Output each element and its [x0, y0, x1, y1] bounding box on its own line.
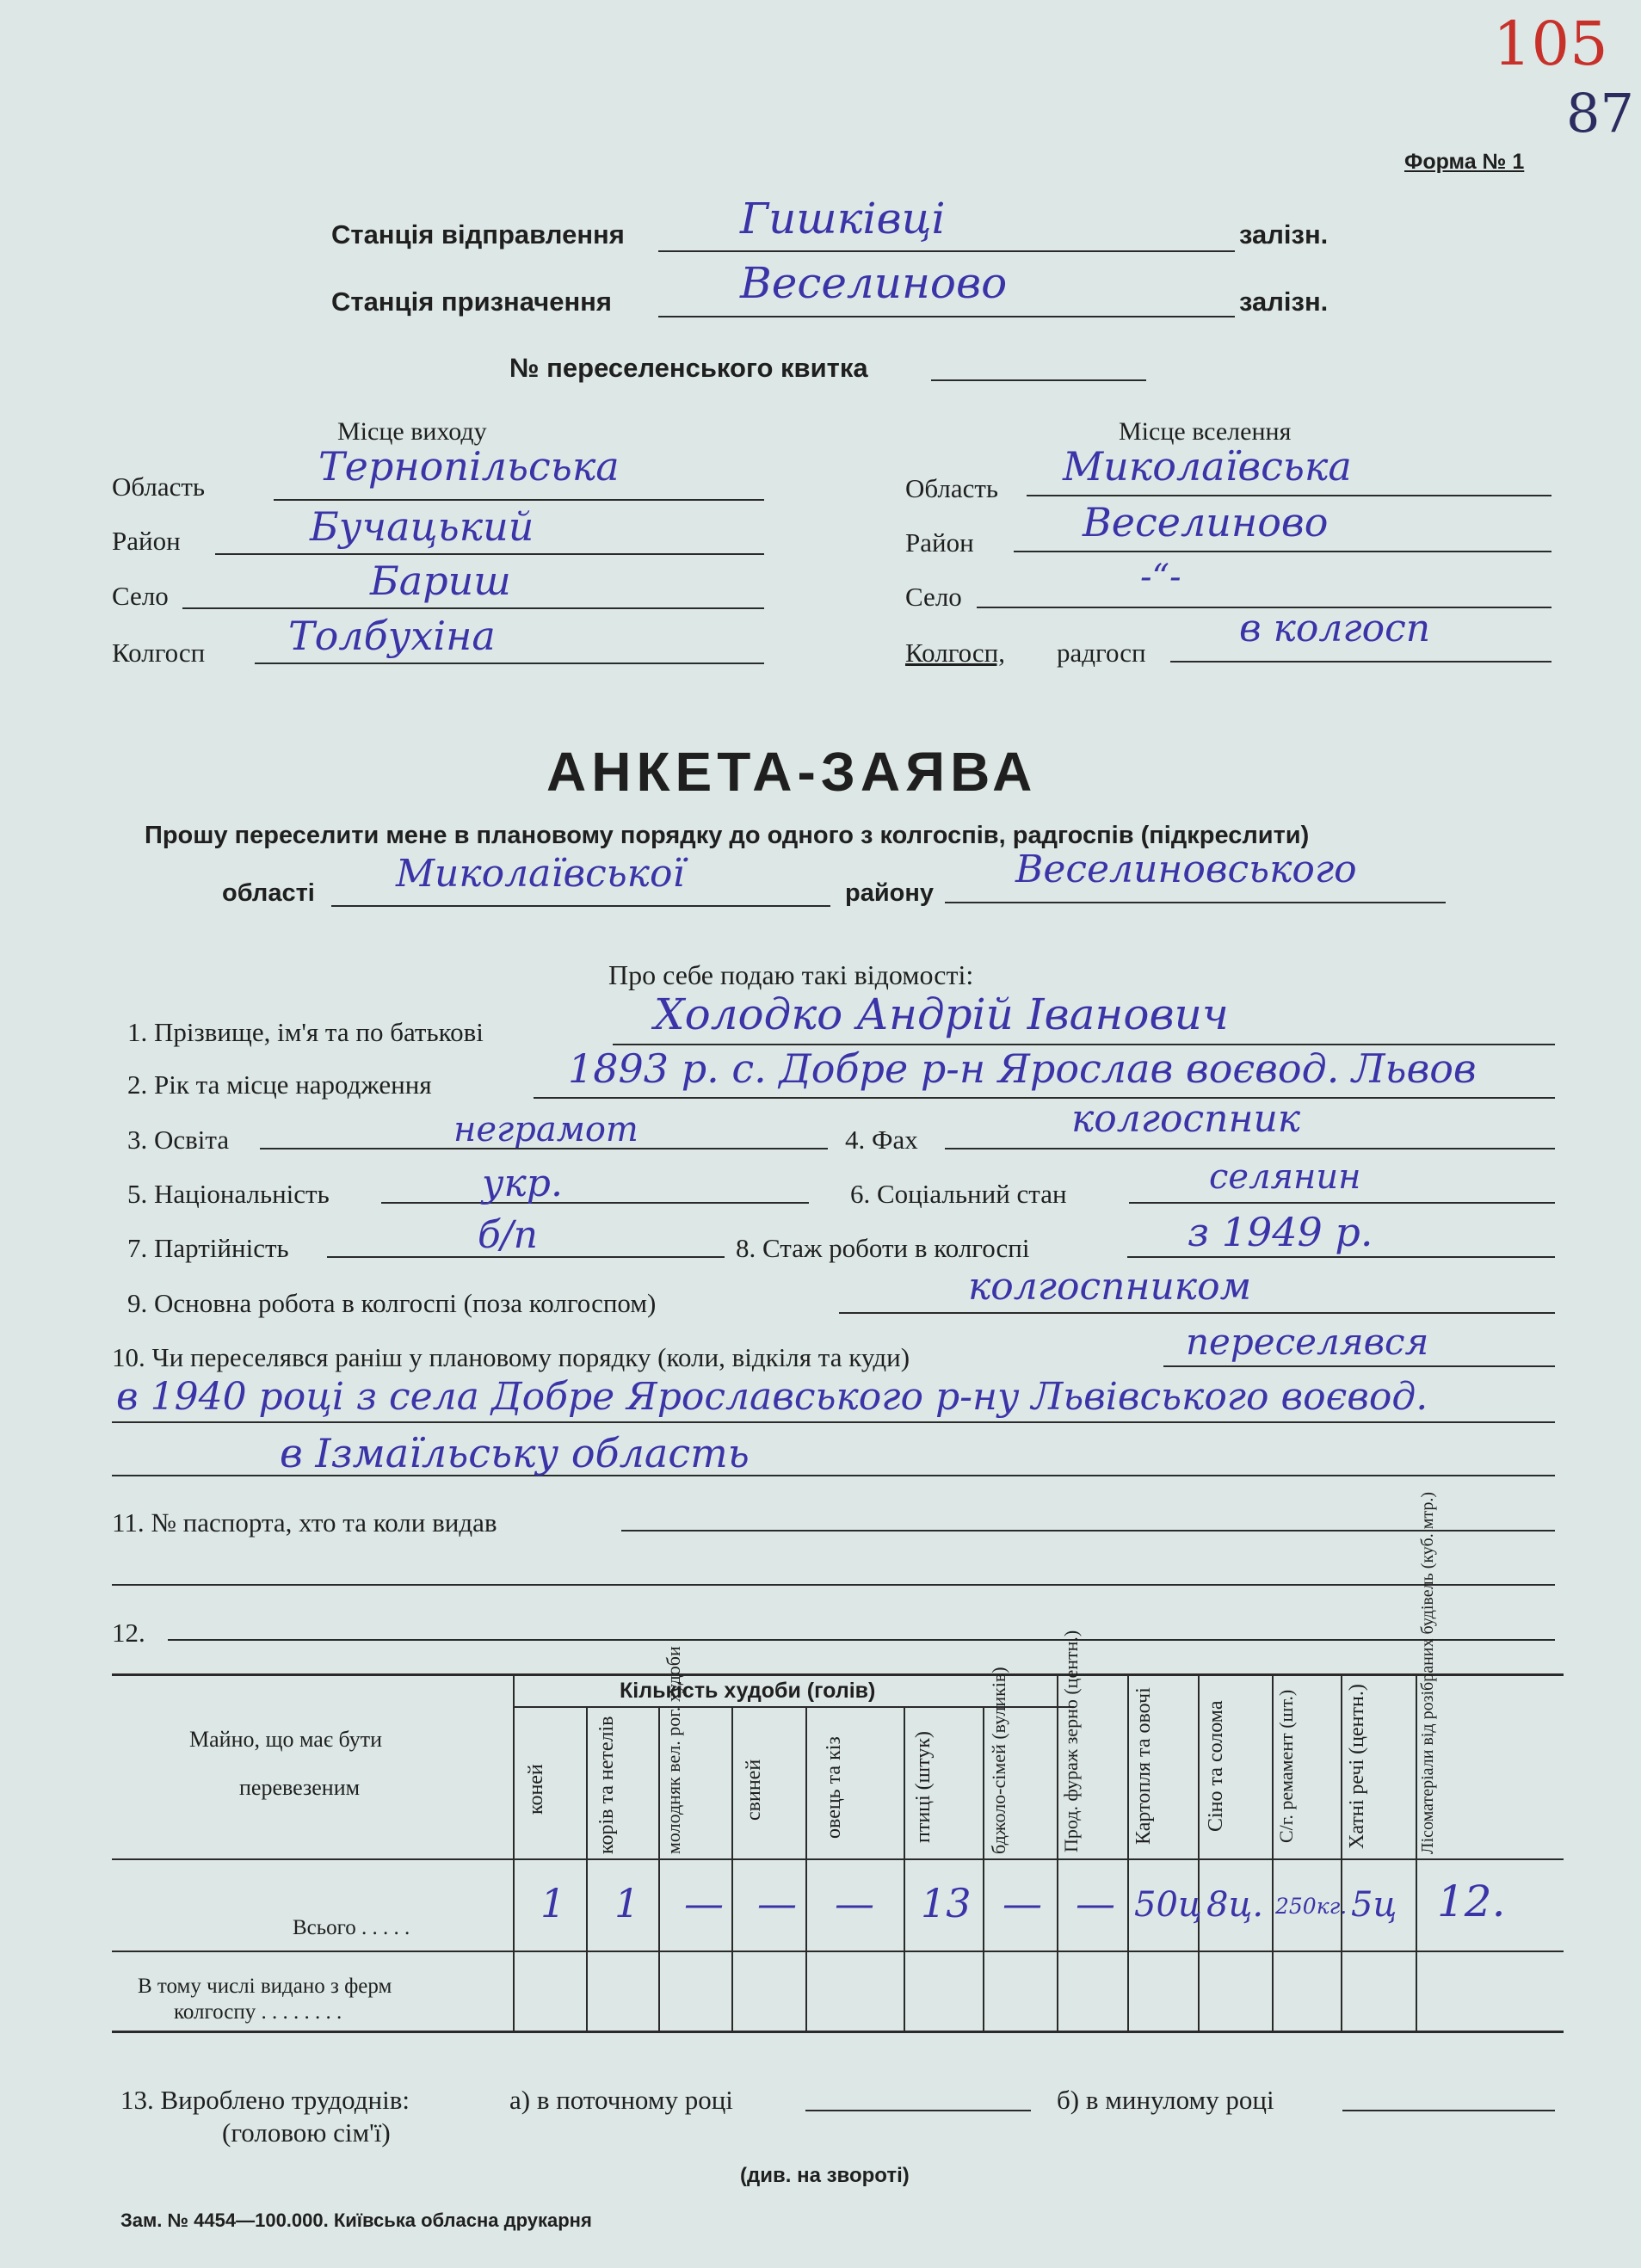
header-bottom-rule — [112, 1858, 1564, 1860]
q10-line-2 — [112, 1421, 1555, 1423]
q11-label: 11. № паспорта, хто та коли видав — [112, 1507, 497, 1538]
request-oblast-label: області — [222, 879, 315, 907]
see-reverse-note: (див. на звороті) — [740, 2164, 910, 2187]
q4-label: 4. Фах — [845, 1125, 918, 1155]
destination-railway-suffix: залізн. — [1239, 287, 1329, 317]
q9-value[interactable]: колгоспником — [968, 1265, 1252, 1309]
q10-line-1 — [1163, 1365, 1555, 1367]
departure-station-value[interactable]: Гишківці — [740, 194, 946, 243]
destination-oblast-line — [1027, 495, 1552, 496]
col-header-grain: Прод. фураж зерно (центн.) — [1060, 1630, 1082, 1852]
destination-raion-label: Район — [905, 527, 974, 558]
workdays-sublabel: (головою сім'ї) — [222, 2117, 391, 2148]
q5-line — [381, 1202, 809, 1204]
q5-value[interactable]: укр. — [482, 1162, 563, 1205]
col-rule-11 — [1341, 1673, 1342, 2031]
total-young-cattle[interactable]: — — [684, 1880, 724, 1926]
property-header-line-1: Майно, що має бути — [189, 1727, 382, 1752]
q1-value[interactable]: Холодко Андрій Іванович — [654, 989, 1229, 1039]
total-household[interactable]: 5ц — [1351, 1885, 1397, 1925]
q4-value[interactable]: колгоспник — [1071, 1097, 1301, 1141]
q3-label: 3. Освіта — [127, 1125, 230, 1155]
q10-value-2[interactable]: в 1940 році з села Добре Ярославського р-ну Львівського воєвод. — [116, 1375, 1428, 1419]
q8-line — [1127, 1256, 1555, 1258]
q1-label: 1. Прізвище, ім'я та по батькові — [127, 1017, 484, 1047]
origin-oblast-value[interactable]: Тернопільська — [318, 443, 620, 490]
origin-kolhosp-label: Колгосп — [112, 638, 206, 668]
q11-line-2[interactable] — [112, 1584, 1555, 1586]
origin-raion-label: Район — [112, 526, 181, 556]
ticket-number-line[interactable] — [931, 379, 1146, 381]
q5-label: 5. Національність — [127, 1179, 330, 1209]
total-bee-families[interactable]: — — [1002, 1880, 1042, 1926]
destination-station-label: Станція призначення — [331, 287, 612, 317]
total-timber[interactable]: 12. — [1437, 1877, 1506, 1926]
total-horses[interactable]: 1 — [540, 1880, 566, 1926]
origin-raion-line — [215, 553, 764, 555]
col-rule-9 — [1198, 1673, 1200, 2031]
workdays-current-label: а) в поточному році — [509, 2085, 733, 2115]
col-header-poultry: птиці (штук) — [912, 1731, 935, 1844]
col-header-potatoes: Картопля та овочі — [1132, 1687, 1155, 1846]
col-header-hay-straw: Сіно та солома — [1205, 1700, 1227, 1833]
table-bottom-rule — [112, 2031, 1564, 2033]
col-header-household: Хатні речі (центн.) — [1346, 1684, 1368, 1849]
total-pigs[interactable]: — — [757, 1880, 797, 1926]
request-line: Прошу переселити мене в плановому порядку до одного з колгоспів, радгоспів (підкреслити) — [145, 822, 1310, 849]
total-row-label: Всього . . . . . — [293, 1916, 410, 1939]
origin-oblast-line — [274, 499, 764, 501]
ticket-number-label: № переселенського квитка — [509, 353, 868, 383]
livestock-header: Кількість худоби (голів) — [620, 1679, 876, 1703]
q11-line-1[interactable] — [621, 1530, 1555, 1532]
departure-railway-suffix: залізн. — [1239, 219, 1329, 250]
q2-value[interactable]: 1893 р. с. Добре р-н Ярослав воєвод. Львов — [568, 1045, 1477, 1092]
origin-village-value[interactable]: Бариш — [370, 558, 511, 604]
col-header-bee-families: бджоло-сімей (вуликів) — [988, 1667, 1009, 1854]
destination-oblast-label: Область — [905, 473, 999, 503]
col-rule-2 — [658, 1706, 660, 2031]
col-rule-1 — [586, 1706, 588, 2031]
col-header-horses: коней — [525, 1764, 547, 1815]
col-rule-5 — [904, 1706, 905, 2031]
q12-label: 12. — [112, 1618, 145, 1648]
total-sheep-goats[interactable]: — — [835, 1880, 874, 1926]
destination-raion-value[interactable]: Веселиново — [1083, 499, 1329, 545]
origin-heading: Місце виходу — [337, 417, 487, 446]
col-rule-3 — [731, 1706, 733, 2031]
q8-label: 8. Стаж роботи в колгоспі — [736, 1233, 1030, 1263]
request-raion-line — [945, 902, 1446, 903]
q6-value[interactable]: селянин — [1209, 1157, 1361, 1197]
table-left-rule — [513, 1673, 515, 2031]
archive-number-bottom: 87 — [1566, 82, 1634, 145]
col-header-pigs: свиней — [743, 1759, 765, 1821]
destination-station-value[interactable]: Веселиново — [740, 258, 1008, 308]
archive-number-top: 105 — [1493, 9, 1608, 79]
origin-village-label: Село — [112, 581, 169, 611]
departure-station-label: Станція відправлення — [331, 219, 625, 250]
property-header-line-2: перевезеним — [239, 1775, 361, 1800]
destination-village-label: Село — [905, 582, 962, 612]
request-oblast-line — [331, 905, 830, 907]
col-rule-8 — [1127, 1673, 1129, 2031]
about-heading: Про себе подаю такі відомості: — [608, 959, 974, 990]
total-row-bottom-rule — [112, 1951, 1564, 1952]
total-grain[interactable]: — — [1076, 1880, 1115, 1926]
departure-station-line — [658, 250, 1235, 252]
q3-value[interactable]: неграмот — [453, 1110, 639, 1149]
q12-line[interactable] — [168, 1639, 1555, 1641]
farms-row-label-1: В тому числі видано з ферм — [138, 1975, 392, 1998]
table-top-rule — [112, 1673, 1564, 1676]
col-rule-12 — [1416, 1673, 1417, 2031]
form-title: АНКЕТА-ЗАЯВА — [546, 741, 1038, 803]
q2-line — [534, 1097, 1555, 1099]
col-header-cows: корів та нетелів — [595, 1716, 618, 1854]
form-number-label: Форма № 1 — [1404, 150, 1525, 174]
col-header-timber: Лісоматеріали від розібраних будівель (куб. мтр.) — [1418, 1492, 1437, 1854]
destination-radhosp-label: радгосп — [1057, 638, 1146, 668]
destination-raion-line — [1014, 551, 1552, 552]
q4-line — [945, 1148, 1555, 1149]
q6-label: 6. Соціальний стан — [850, 1179, 1067, 1209]
destination-station-line — [658, 316, 1235, 317]
destination-kolhosp-line — [1170, 661, 1552, 663]
total-cows[interactable]: 1 — [614, 1880, 640, 1926]
q7-value[interactable]: б/п — [478, 1213, 539, 1257]
col-header-farm-tools: С/г. ремамент (шт.) — [1275, 1689, 1297, 1844]
total-farm-tools[interactable]: 250кг. — [1275, 1894, 1348, 1919]
destination-kolhosp-value[interactable]: в колгосп — [1239, 607, 1431, 650]
destination-heading: Місце вселення — [1119, 417, 1292, 446]
col-header-sheep-goats: овець та кіз — [823, 1736, 845, 1839]
col-rule-10 — [1272, 1673, 1274, 2031]
q6-line — [1129, 1202, 1555, 1204]
origin-kolhosp-line — [255, 663, 764, 664]
q10-value-3[interactable]: в Ізмаїльську область — [280, 1430, 750, 1476]
col-rule-4 — [805, 1706, 807, 2031]
q8-value[interactable]: з 1949 р. — [1188, 1209, 1373, 1255]
q9-label: 9. Основна робота в колгоспі (поза колгоспом) — [127, 1288, 657, 1318]
origin-village-line — [182, 607, 764, 609]
col-header-young-cattle: молодняк вел. рог. худоби — [663, 1646, 684, 1854]
total-hay-straw[interactable]: 8ц. — [1206, 1885, 1264, 1925]
workdays-previous-line[interactable] — [1342, 2110, 1555, 2111]
q10-label: 10. Чи переселявся раніш у плановому порядку (коли, відкіля та куди) — [112, 1342, 910, 1372]
destination-kolhosp-label: Колгосп, — [905, 638, 1006, 668]
col-rule-7 — [1057, 1673, 1058, 2031]
workdays-label: 13. Вироблено трудоднів: — [120, 2085, 410, 2115]
total-poultry[interactable]: 13 — [921, 1880, 972, 1926]
request-raion-label: району — [845, 879, 935, 907]
destination-village-value[interactable]: -“- — [1140, 558, 1181, 597]
q2-label: 2. Рік та місце народження — [127, 1069, 432, 1100]
printer-line: Зам. № 4454—100.000. Київська обласна друкарня — [120, 2209, 592, 2231]
request-oblast-value[interactable]: Миколаївської — [396, 852, 685, 896]
origin-raion-value[interactable]: Бучацький — [310, 503, 534, 550]
q7-label: 7. Партійність — [127, 1233, 289, 1263]
origin-kolhosp-value[interactable]: Толбухіна — [288, 613, 496, 659]
request-raion-value[interactable]: Веселиновського — [1015, 847, 1357, 891]
workdays-current-line[interactable] — [805, 2110, 1031, 2111]
col-rule-6 — [983, 1706, 984, 2031]
total-potatoes[interactable]: 50ц — [1134, 1885, 1202, 1925]
q9-line — [839, 1312, 1555, 1314]
origin-oblast-label: Область — [112, 471, 206, 502]
workdays-previous-label: б) в минулому році — [1057, 2085, 1274, 2115]
destination-oblast-value[interactable]: Миколаївська — [1063, 443, 1352, 490]
farms-row-label-2: колгоспу . . . . . . . . — [174, 2000, 342, 2024]
q10-value-1[interactable]: переселявся — [1186, 1321, 1429, 1363]
